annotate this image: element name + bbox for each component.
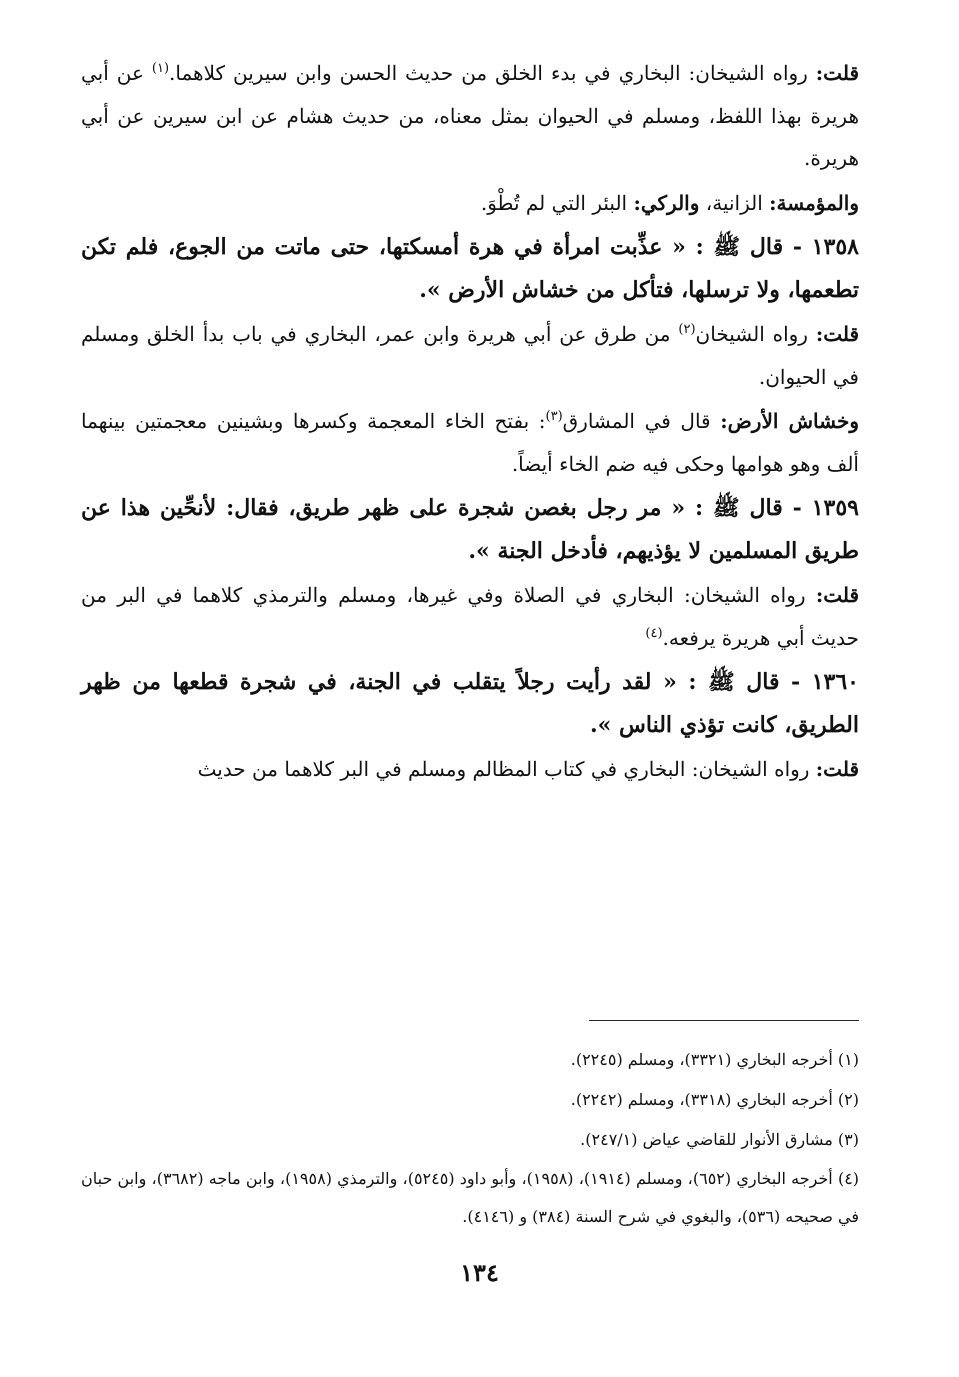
footnote-ref: (٤) (645, 625, 663, 641)
paragraph-text-continued: من طرق عن أبي هريرة وابن عمر، البخاري في باب بدأ الخلق ومسلم في الحيوان. (81, 322, 859, 389)
paragraph-text: رواه الشيخان (695, 322, 808, 346)
footnote-ref: (١) (151, 61, 170, 76)
hadith-text: : « مر رجل بغصن شجرة على ظهر طريق، فقال: لأنحِّين هذا عن طريق المسلمين لا يؤذيهم، فأدخل الجنة ». (81, 495, 859, 564)
hadith-number: ١٣٥٩ (811, 495, 859, 521)
hadith-text: : « لقد رأيت رجلاً يتقلب في الجنة، في شجرة قطعها من ظهر الطريق، كانت تؤذي الناس ». (81, 669, 859, 738)
paragraph-text: رواه الشيخان: البخاري في بدء الخلق من حديث الحسن وابن سيرين كلاهما. (169, 61, 808, 85)
hadith-number: ١٣٥٨ (811, 234, 859, 260)
paragraph-p3 (81, 313, 859, 398)
paragraph-text: قال في المشارق (562, 409, 711, 433)
paragraph-text: رواه الشيخان: البخاري في كتاب المظالم ومسلم في البر كلاهما من حديث (197, 757, 810, 781)
hadith-1358 (81, 226, 859, 311)
hadith-prefix: - قال (749, 495, 802, 521)
term-definition: الزانية، (705, 190, 763, 215)
paragraph-p1 (81, 52, 859, 180)
footnote-ref: (٢) (678, 322, 696, 337)
hadith-1360 (81, 661, 859, 746)
term-definition: البئر التي لم تُطْوَ. (480, 190, 628, 215)
footnote-3: (٣) مشارق الأنوار للقاضي عياض (٢٤٧/١). (580, 1130, 859, 1149)
term-label: والمؤمسة: (769, 190, 859, 215)
paragraph-lead: قلت: (815, 322, 860, 346)
footnote-1: (١) أخرجه البخاري (٣٣٢١)، ومسلم (٢٢٤٥). (570, 1050, 859, 1069)
footnote-4: (٤) أخرجه البخاري (٦٥٢)، ومسلم (١٩١٤)، (١٩٥٨)، وأبو داود (٥٢٤٥)، والترمذي (١٩٥٨)، وابن ماجه (٣٦٨٢)، وابن حبان في صحيحه (٥٣٦)، والبغوي في شرح السنة (٣٨٤) و (٤١٤٦). (81, 1169, 860, 1226)
paragraph-p4 (81, 400, 859, 485)
paragraph-p2 (81, 182, 859, 225)
paragraph-p6 (81, 748, 859, 791)
salawat-glyph: ﷺ (713, 495, 740, 521)
term-label: والركي: (633, 190, 700, 215)
salawat-glyph: ﷺ (713, 234, 741, 260)
page-number: ١٣٤ (460, 1258, 499, 1287)
hadith-prefix: - قال (746, 669, 801, 695)
hadith-text: : « عذِّبت امرأة في هرة أمسكتها، حتى ماتت من الجوع، فلم تكن تطعمها، ولا ترسلها، فتأكل من خشاش الأرض ». (81, 234, 859, 303)
paragraph-text-continued: : بفتح الخاء المعجمة وكسرها وبشينين معجمتين بينهما ألف وهو هوامها وحكى فيه ضم الخاء أيضاً. (81, 409, 859, 476)
main-text (81, 52, 859, 793)
paragraph-lead: قلت: (815, 61, 859, 85)
paragraph-lead: وخشاش الأرض: (720, 409, 860, 433)
paragraph-lead: قلت: (815, 757, 859, 781)
paragraph-text-continued: عن أبي هريرة بهذا اللفظ، ومسلم في الحيوان بمثل معناه، من حديث هشام عن ابن سيرين عن أبي هريرة. (81, 61, 859, 170)
hadith-number: ١٣٦٠ (811, 669, 859, 695)
footnote-ref: (٣) (545, 409, 563, 424)
paragraph-lead: قلت: (815, 583, 860, 607)
footnote-divider (589, 1020, 859, 1021)
hadith-prefix: - قال (749, 234, 802, 260)
paragraph-p5 (81, 574, 859, 659)
paragraph-text: رواه الشيخان: البخاري في الصلاة وفي غيرها، ومسلم والترمذي كلاهما في البر من حديث أبي هريرة يرفعه. (81, 583, 859, 650)
footnote-2: (٢) أخرجه البخاري (٣٣١٨)، ومسلم (٢٢٤٢). (570, 1090, 859, 1109)
salawat-glyph: ﷺ (708, 669, 735, 695)
hadith-1359 (81, 487, 859, 572)
footnotes (81, 1040, 859, 1236)
